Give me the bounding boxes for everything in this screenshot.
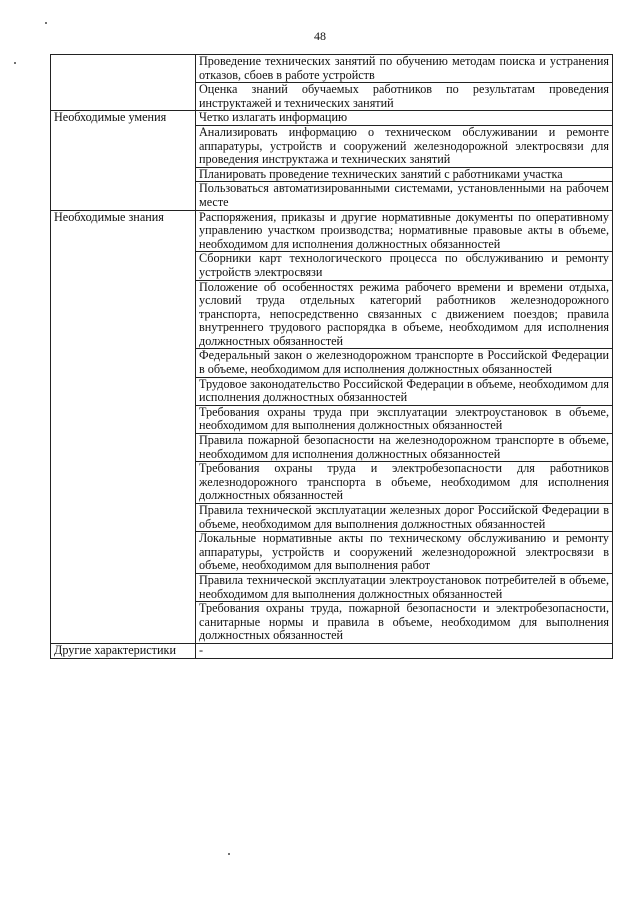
requirement-item: Планировать проведение технических занятий с работниками участка (196, 167, 613, 182)
scan-speck (45, 22, 47, 24)
requirement-item: Правила технической эксплуатации электроустановок потребителей в объеме, необходимом для выполнения должностных обязанностей (196, 573, 613, 601)
table-row (51, 643, 613, 658)
requirement-item: Трудовое законодательство Российской Федерации в объеме, необходимом для исполнения должностных обязанностей (196, 377, 613, 405)
requirement-item: Четко излагать информацию (196, 111, 613, 126)
requirement-item: Требования охраны труда и электробезопасности для работников железнодорожного транспорта в объеме, необходимом для исполнения должностных обязанностей (196, 462, 613, 504)
requirement-item: Сборники карт технологического процесса по обслуживанию и ремонту устройств электросвязи (196, 252, 613, 280)
requirement-item: Пользоваться автоматизированными системами, установленными на рабочем месте (196, 182, 613, 210)
section-label: Необходимые знания (51, 210, 196, 643)
section-label: Другие характеристики (51, 643, 196, 658)
section-label: Необходимые умения (51, 111, 196, 210)
requirement-item: Анализировать информацию о техническом обслуживании и ремонте аппаратуры, устройств и сооружений железнодорожной электросвязи для проведения инструктажа и технических занятий (196, 125, 613, 167)
requirement-item: Оценка знаний обучаемых работников по результатам проведения инструктажей и технических занятий (196, 83, 613, 111)
qualification-table (50, 54, 613, 659)
page-number: 48 (314, 29, 326, 43)
requirement-item: Правила пожарной безопасности на железнодорожном транспорте в объеме, необходимом для исполнения должностных обязанностей (196, 434, 613, 462)
scan-speck (228, 853, 230, 855)
requirement-item: Требования охраны труда при эксплуатации электроустановок в объеме, необходимом для выполнения должностных обязанностей (196, 405, 613, 433)
requirement-item: Положение об особенностях режима рабочего времени и времени отдыха, условий труда отдельных категорий работников железнодорожного транспорта, непосредственно связанных с движением поездов; правила внутреннего трудового распорядка в объеме, необходимом для исполнения должностных обязанностей (196, 280, 613, 349)
table-row (51, 111, 613, 126)
requirement-item: Локальные нормативные акты по техническому обслуживанию и ремонту аппаратуры, устройств и сооружений железнодорожной электросвязи в объеме, необходимом для выполнения работ (196, 532, 613, 574)
scan-speck (14, 62, 16, 64)
requirement-item: Распоряжения, приказы и другие нормативные документы по оперативному управлению участком производства; нормативные правовые акты в объеме, необходимом для исполнения должностных обязанностей (196, 210, 613, 252)
requirement-item: - (196, 643, 613, 658)
requirement-item: Проведение технических занятий по обучению методам поиска и устранения отказов, сбоев в работе устройств (196, 55, 613, 83)
requirement-item: Требования охраны труда, пожарной безопасности и электробезопасности, санитарные нормы и правила в объеме, необходимом для выполнения должностных обязанностей (196, 602, 613, 644)
section-label (51, 55, 196, 111)
table-row (51, 55, 613, 83)
table-row (51, 210, 613, 252)
requirement-item: Правила технической эксплуатации железных дорог Российской Федерации в объеме, необходимом для выполнения должностных обязанностей (196, 504, 613, 532)
requirement-item: Федеральный закон о железнодорожном транспорте в Российской Федерации в объеме, необходимом для исполнения должностных обязанностей (196, 349, 613, 377)
